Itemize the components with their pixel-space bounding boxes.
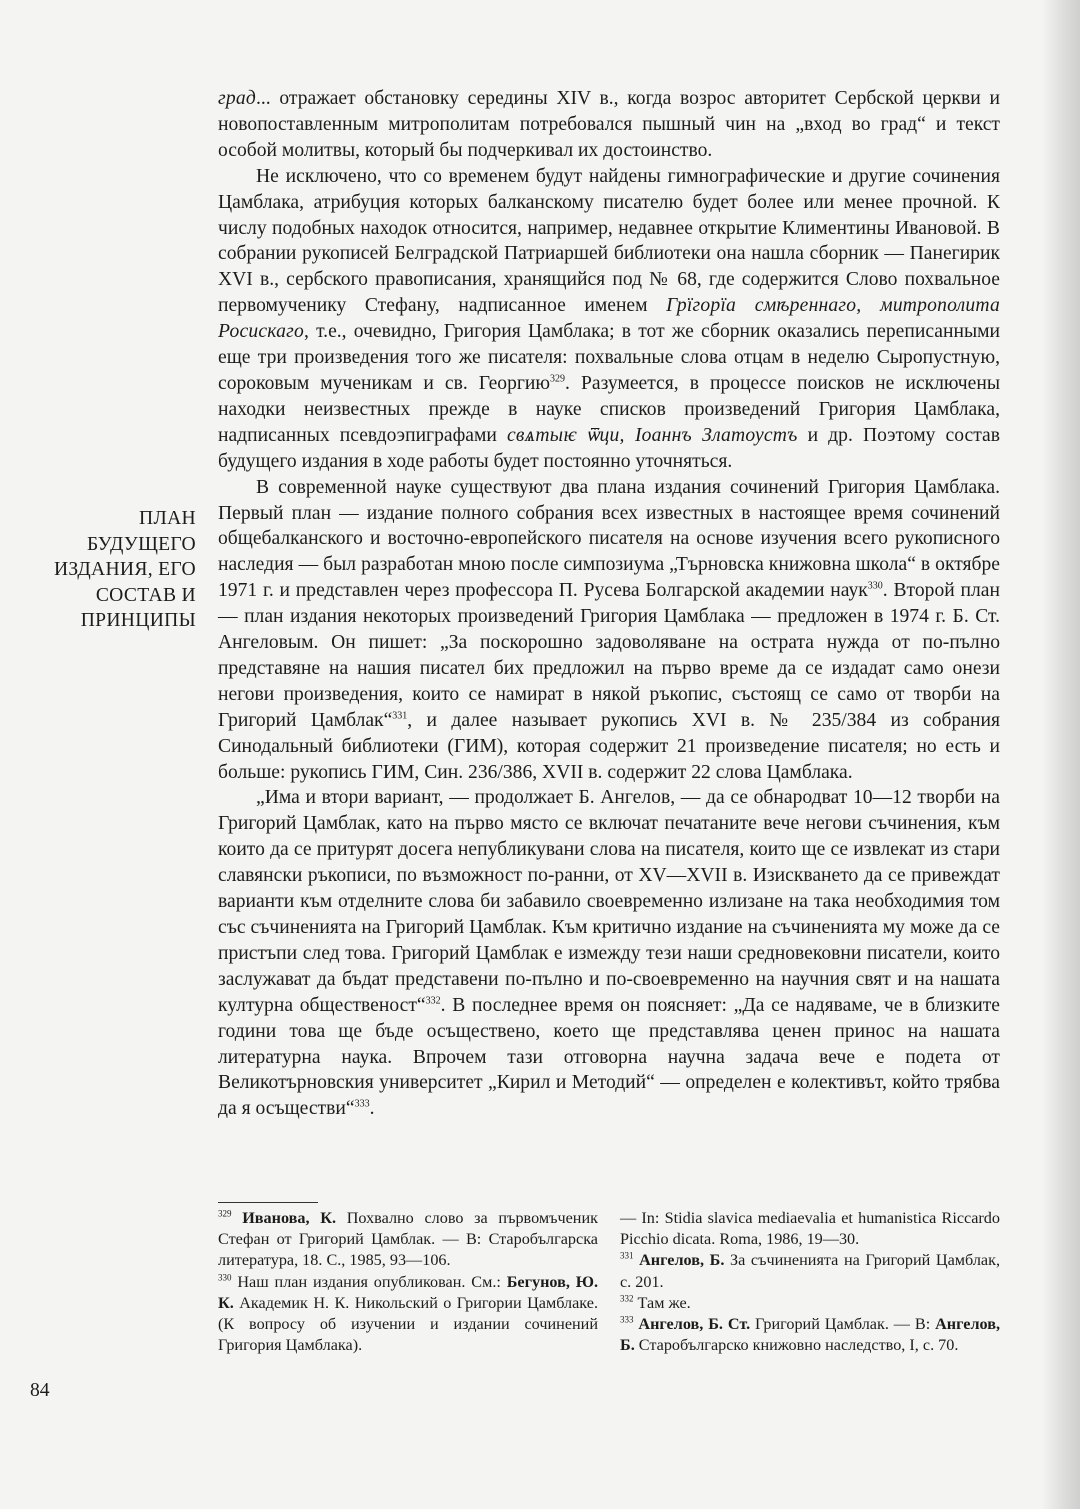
text-run: . Разумеется, в процессе поисков не исключены находки неизвестных прежде в науке списков произведений Григория Цамблака, надписанных псевдоэпиграфами — [218, 372, 1000, 446]
author-name: Ангелов, Б. — [620, 1315, 1001, 1355]
old-slavonic-text: град — [218, 88, 256, 109]
footnotes-left-column — [218, 1208, 598, 1356]
footnote-ref: 333 — [354, 1098, 370, 1110]
footnote — [218, 1272, 598, 1357]
text-run: Не исключено, что со временем будут найдены гимнографические и другие сочинения Цамблака, атрибуция которых балканскому писателю будет более или менее прочной. К числу подобных находок относится, например, недавнее открытие Климентины Ивановой. В собрании рукописей Белградской Патриаршей библиотеки она нашла сборник — Панегирик XVI в., сербского правописания, хранящийся под № 68, где содержится Слово похвальное первомученику Стефану, надписанное именем — [218, 165, 1000, 317]
page-edge-shadow — [1042, 0, 1080, 1509]
author-name: Иванова, К. — [231, 1209, 337, 1227]
text-run: . — [369, 1098, 375, 1120]
author-name: Ангелов, Б. Ст. — [633, 1315, 751, 1334]
text-run: — In: Stidia slavica mediaevalia et humanistica Riccardo Picchio dicata. Roma, 1986, 19—30. — [620, 1209, 1000, 1249]
text-run: За съчиненията на Григорий Цамблак, с. 201. — [620, 1251, 1001, 1291]
footnote — [620, 1314, 1000, 1356]
footnote-number: 329 — [218, 1208, 232, 1219]
text-run: , и далее называет рукопись XVI в. № 235/384 из собрания Синодальный библиотеки (ГИМ), которая содержит 21 произведение писателя; но есть и больше: рукопись ГИМ, Син. 236/386, XVII в. содержит 22 слова Цамблака. — [218, 709, 1000, 783]
footnote — [218, 1208, 598, 1272]
footnotes-right-column — [620, 1208, 1000, 1356]
footnote — [620, 1293, 1000, 1314]
side-heading-line: ПЛАН — [139, 508, 196, 529]
text-run: Григорий Цамблак. — В: — [750, 1315, 936, 1334]
old-slavonic-text: свѧтыѥ ѿци, Іоаннъ Златоустъ — [506, 424, 798, 446]
side-heading — [50, 506, 196, 634]
footnote-number: 330 — [218, 1272, 232, 1283]
text-run: Академик Н. К. Никольский о Григории Цамблаке. (К вопросу об изучении и издании сочинений Григория Цамблака). — [218, 1293, 598, 1355]
text-run: Старобългарско книжовно наследство, I, с. 70. — [634, 1336, 959, 1355]
text-run: Похвално слово за първомъченик Стефан от Григорий Цамблак. — В: Старобългарска литература, 18. С., 1985, 93—106. — [218, 1209, 598, 1270]
text-run: и др. Поэтому состав будущего издания в ходе работы будет постоянно уточняться. — [218, 424, 1000, 472]
paragraph — [218, 475, 1000, 786]
footnote — [620, 1250, 1000, 1292]
text-run: ... отражает обстановку середины XIV в., когда возрос авторитет Сербской церкви и новопоставленным митрополитам потребовался пышный чин на „вход во град“ и текст особой молитвы, который бы подчеркивал их достоинство. — [218, 88, 1000, 161]
text-run: . Второй план — план издания некоторых произведений Григория Цамблака — предложен в 1974 г. Б. Ст. Ангеловым. Он пишет: „За поскорошно задоволяване на острата нужда от по-пълно представяне на нашия писател бих предложил на първо време да се издадат само онези негови произведения, които се намират в някой ръкопис, състоящ се само от творби на Григорий Цамблак“ — [218, 580, 1000, 731]
text-run: , т.е., очевидно, Григория Цамблака; в тот же сборник оказались переписанными еще три произведения того же писателя: похвальные слова отцам в неделю Сыропустную, сороковым мученикам и св. Георгию — [218, 321, 1000, 394]
footnote-ref: 330 — [867, 580, 883, 592]
author-name: Бегунов, Ю. К. — [218, 1272, 598, 1312]
side-heading-line: БУДУЩЕГО — [86, 533, 196, 555]
footnote-number: 332 — [620, 1293, 634, 1304]
side-heading-line: СОСТАВ И — [95, 584, 196, 606]
text-run: Там же. — [633, 1293, 691, 1312]
main-text — [218, 86, 1000, 1122]
footnotes — [218, 1208, 1000, 1356]
footnote-number: 331 — [620, 1251, 634, 1262]
paragraph — [218, 785, 1000, 1122]
footnote-number: 333 — [620, 1314, 634, 1325]
text-run: Наш план издания опубликован. См.: — [231, 1272, 507, 1291]
author-name: Ангелов, Б. — [633, 1251, 725, 1270]
footnote-ref: 332 — [425, 995, 441, 1007]
text-run: . В последнее время он поясняет: „Да се надяваме, че в близките години това ще бъде осъществено, което ще представлява ценен принос на нашата литературна наука. Впрочем тази отговорна научна задача вече е подета от Великотърновския университет „Кирил и Методий“ — определен е колективът, който трябва да я осъществи“ — [218, 994, 1000, 1120]
text-run: „Има и втори вариант, — продолжает Б. Ангелов, — да се обнародват 10—12 творби на Григорий Цамблак, като на първо място се включат печатаните вече негови съчинения, към които да се притурят досега непубликувани слова на писателя, които ще се извлекат из стари славянски ръкописи, по възможност по-ранни, от XV—XVII в. Изискването да се привеждат варианти към отделните слова би забавило своевременно излизане на така необходимия том със съчиненията на Григорий Цамблак. Към критично издание на съчиненията му може да се пристъпи след това. Григорий Цамблак е измежду тези наши средновековни писатели, които заслужават да бъдат представени по-пълно и по-своевременно на научния свят и на нашата културна общественост“ — [218, 787, 1000, 1016]
footnote-ref: 331 — [392, 710, 408, 722]
old-slavonic-text: Грїгорїа смѣреннаго, митрополита Росискаго — [218, 295, 1000, 343]
page-number: 84 — [30, 1380, 50, 1401]
footnote-rule — [218, 1202, 318, 1203]
paragraph — [218, 164, 1000, 475]
footnote-ref: 329 — [550, 373, 566, 385]
side-heading-line: ИЗДАНИЯ, ЕГО — [53, 559, 196, 580]
side-heading-line: ПРИНЦИПЫ — [80, 610, 196, 631]
footnote — [620, 1208, 1000, 1250]
text-run: В современной науке существуют два плана издания сочинений Григория Цамблака. Первый план — издание полного собрания всех известных в настоящее время сочинений общебалканского и восточно-европейского писателя на основе изучения всего рукописного наследия — был разработан мною после симпозиума „Търновска книжовна школа“ в октябре 1971 г. и представлен через профессора П. Русева Болгарской академии наук — [218, 476, 1000, 602]
paragraph — [218, 86, 1000, 164]
